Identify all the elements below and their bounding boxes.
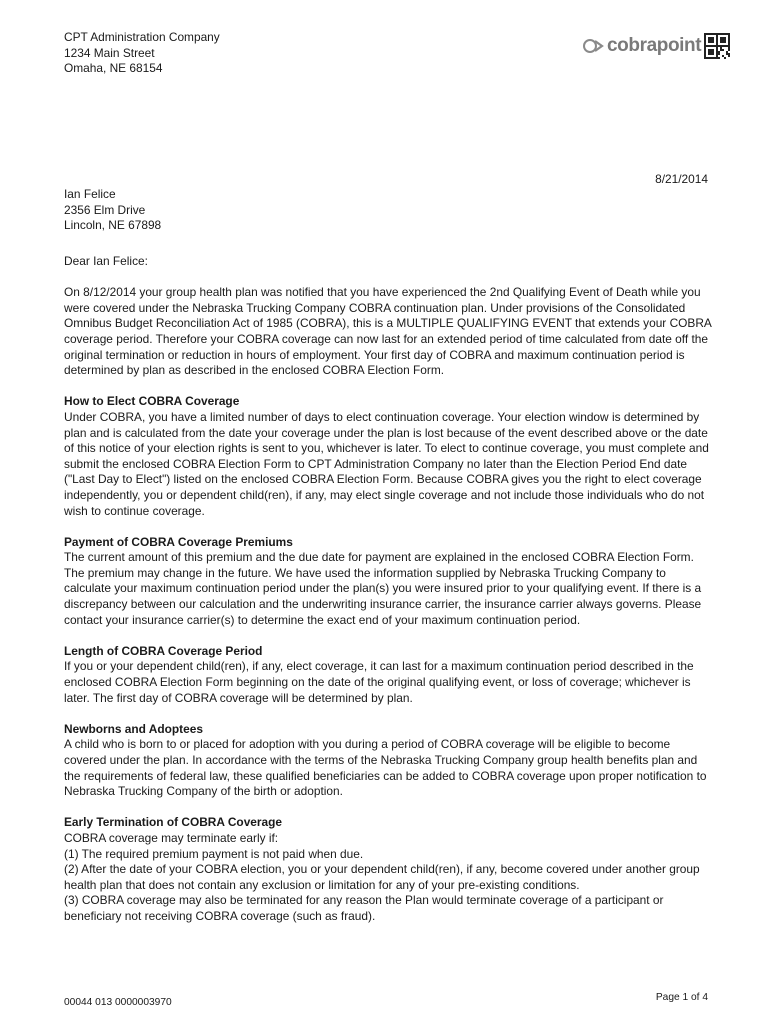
- recipient-street: 2356 Elm Drive: [64, 202, 146, 217]
- document-code: 00044 013 0000003970: [64, 997, 172, 1008]
- letter-date: 8/21/2014: [655, 172, 708, 186]
- section-text: A child who is born to or placed for adoption with you during a period of COBRA coverage will be eligible to become covered under the plan. In accordance with the terms of the Nebraska Trucking Company group health benefits plan and the requirements of federal law, these qualified beneficiaries can be added to COBRA coverage upon proper notification to Nebraska Trucking Company of the birth or adoption.: [64, 737, 707, 799]
- section-text: Under COBRA, you have a limited number of days to elect continuation coverage. Your election window is determined by plan and is calculated from the date your coverage under the plan is lost because of the event described above or the date of this notice of your election rights is sent to you, whichever is later. To elect to continue coverage, you must complete and submit the enclosed COBRA Election Form to CPT Administration Company no later than the Election Period End date ("Last Day to Elect") listed on the enclosed COBRA Election Form. Because COBRA gives you the right to elect coverage independently, you or dependent child(ren), if any, may elect single coverage and not include those individuals who do not wish to continue coverage.: [64, 409, 709, 518]
- salutation: Dear Ian Felice:: [64, 254, 148, 268]
- section-heading: Payment of COBRA Coverage Premiums: [64, 534, 293, 549]
- section-how-to-elect: [64, 394, 712, 519]
- page-number: Page 1 of 4: [655, 992, 708, 1003]
- section-text: If you or your dependent child(ren), if any, elect coverage, it can last for a maximum continuation period described in the enclosed COBRA Election Form beginning on the date of the original qualifying event, or loss of coverage; whichever is later. The first day of COBRA coverage will be determined by plan.: [64, 659, 694, 705]
- list-item: (2) After the date of your COBRA election, you or your dependent child(ren), if any, become covered under another group health plan that does not contain any exclusion or limitation for any of your pre-existing conditions.: [64, 862, 700, 892]
- cobrapoint-logo: [583, 33, 730, 59]
- section-payment: [64, 535, 712, 629]
- sender-street: 1234 Main Street: [64, 45, 155, 60]
- section-text: The current amount of this premium and the due date for payment are explained in the enclosed COBRA Election Form. The premium may change in the future. We have used the information supplied by Nebraska Trucking Company to calculate your maximum continuation period under the plan(s) you were insured prior to your qualifying event. If there is a discrepancy between our calculation and the underwriting insurance carrier, the insurance carrier always governs. Please contact your insurance carrier(s) to determine the exact end of your maximum continuation period.: [64, 550, 702, 627]
- logo-wordmark: cobrapoint: [607, 35, 702, 56]
- section-heading: Length of COBRA Coverage Period: [64, 643, 263, 658]
- list-item: (1) The required premium payment is not paid when due.: [64, 846, 364, 861]
- sender-city-line: Omaha, NE 68154: [64, 61, 163, 76]
- recipient-name: Ian Felice: [64, 187, 116, 201]
- sender-address: [64, 30, 220, 77]
- cobrapoint-mark-icon: [583, 37, 605, 55]
- section-heading: Early Termination of COBRA Coverage: [64, 815, 283, 830]
- qr-code-icon: [704, 33, 730, 59]
- recipient-address: [64, 187, 161, 234]
- letter-body: [64, 254, 712, 925]
- early-termination-lead: COBRA coverage may terminate early if:: [64, 830, 279, 845]
- intro-paragraph: On 8/12/2014 your group health plan was notified that you have experienced the 2nd Qualifying Event of Death while you were covered under the Nebraska Trucking Company COBRA continuation plan. Under provisions of the Consolidated Omnibus Budget Reconciliation Act of 1985 (COBRA), this is a MULTIPLE QUALIFYING EVENT that extends your COBRA coverage period. Therefore your COBRA coverage can now last for an extended period of time calculated from date off the original termination or reduction in hours of employment. Your first day of COBRA and maximum continuation period is determined by plan as described in the enclosed COBRA Election Form.: [64, 285, 712, 378]
- list-item: (3) COBRA coverage may also be terminated for any reason the Plan would terminate coverage of a participant or beneficiary not receiving COBRA coverage (such as fraud).: [64, 893, 664, 923]
- section-heading: Newborns and Adoptees: [64, 721, 203, 736]
- sender-name: CPT Administration Company: [64, 30, 220, 44]
- section-newborns: [64, 722, 712, 800]
- section-early-termination: [64, 815, 712, 924]
- section-length: [64, 644, 712, 706]
- recipient-city-line: Lincoln, NE 67898: [64, 218, 162, 233]
- section-heading: How to Elect COBRA Coverage: [64, 394, 240, 409]
